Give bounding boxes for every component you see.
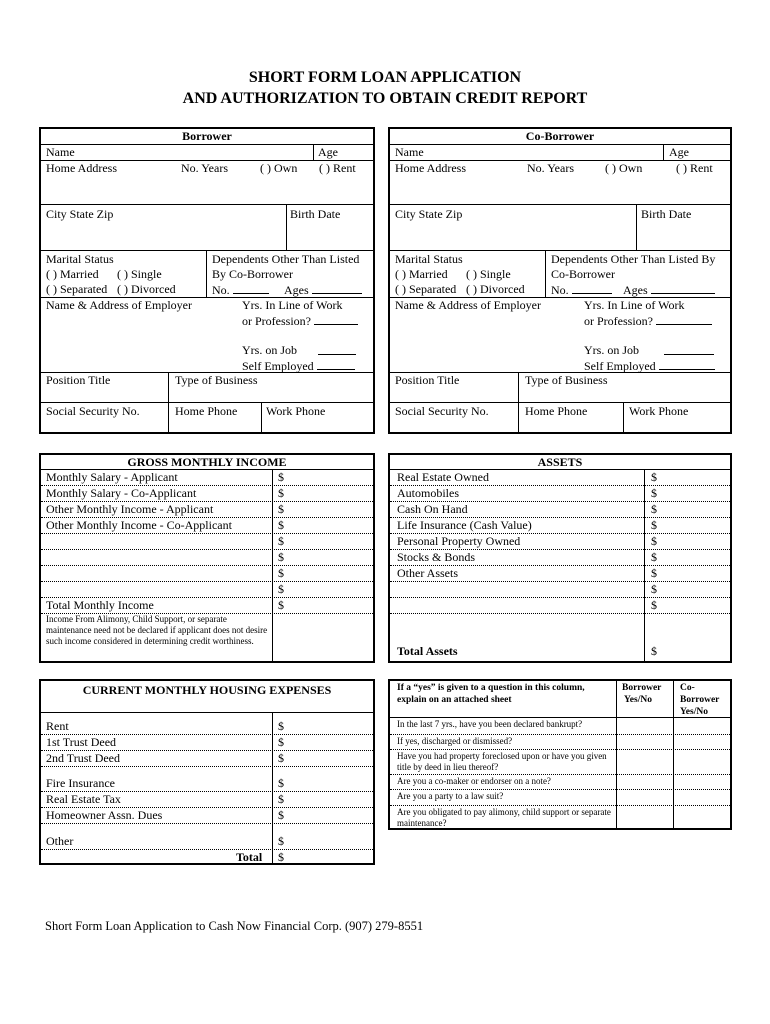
income-row-label: Monthly Salary - Co-Applicant	[46, 486, 197, 500]
borrower-yesno-answer[interactable]	[618, 790, 671, 804]
housing-row-value[interactable]: $	[278, 719, 284, 733]
housing-row-label: 2nd Trust Deed	[46, 751, 121, 765]
borrower-profession-field[interactable]	[314, 313, 358, 325]
borrower-separated-checkbox[interactable]: ( ) Separated	[46, 282, 108, 296]
coborrower-dependents-no-field[interactable]	[572, 282, 612, 294]
coborrower-city-state-zip-label: City State Zip	[395, 207, 463, 221]
borrower-heading: Borrower	[182, 129, 232, 143]
asset-row-value[interactable]: $	[651, 486, 657, 500]
coborrower-dependents-label-2: Co-Borrower	[551, 267, 615, 281]
question-text: Have you had property foreclosed upon or have you given title by deed in lieu thereof?	[397, 751, 607, 772]
coborrower-self-employed-label: Self Employed	[584, 359, 656, 373]
housing-row-value[interactable]: $	[278, 834, 284, 848]
income-row-value[interactable]: $	[278, 582, 284, 596]
coborrower-no-years-label: No. Years	[527, 161, 575, 175]
borrower-dependents-ages-label: Ages	[284, 283, 309, 297]
asset-row-label: Automobiles	[397, 486, 459, 500]
income-row-blank-label[interactable]	[46, 582, 266, 596]
asset-row-value[interactable]: $	[651, 582, 657, 596]
income-row-blank-label[interactable]	[46, 534, 266, 548]
housing-row-value[interactable]: $	[278, 751, 284, 765]
coborrower-yrs-line-work-label: Yrs. In Line of Work	[584, 298, 685, 312]
coborrower-married-checkbox[interactable]: ( ) Married	[395, 267, 448, 281]
borrower-yrs-line-work-label: Yrs. In Line of Work	[242, 298, 343, 312]
income-row-value[interactable]: $	[278, 550, 284, 564]
borrower-dependents-label: Dependents Other Than Listed	[212, 252, 360, 266]
income-row-label: Other Monthly Income - Applicant	[46, 502, 214, 516]
income-row-blank-label[interactable]	[46, 550, 266, 564]
borrower-yesno-answer[interactable]	[618, 750, 671, 773]
income-row-label: Other Monthly Income - Co-Applicant	[46, 518, 232, 532]
total-assets-label: Total Assets	[397, 644, 458, 658]
borrower-yesno-heading: Borrower	[622, 683, 662, 693]
coborrower-yesno-heading: Co-	[680, 683, 695, 693]
coborrower-yesno-answer[interactable]	[675, 790, 728, 804]
borrower-yesno-heading-2: Yes/No	[624, 695, 652, 705]
borrower-dependents-no-field[interactable]	[233, 282, 269, 294]
coborrower-yesno-answer[interactable]	[675, 735, 728, 748]
income-row-value[interactable]: $	[278, 518, 284, 532]
borrower-rent-checkbox[interactable]: ( ) Rent	[319, 161, 356, 175]
borrower-single-checkbox[interactable]: ( ) Single	[117, 267, 162, 281]
income-heading: GROSS MONTHLY INCOME	[127, 455, 287, 469]
asset-row-label: Life Insurance (Cash Value)	[397, 518, 532, 532]
coborrower-dependents-ages-field[interactable]	[651, 282, 715, 294]
housing-total-label: Total	[236, 850, 263, 864]
income-row-label: Monthly Salary - Applicant	[46, 470, 178, 484]
asset-row-divider	[390, 613, 730, 614]
income-row-label: Total Monthly Income	[46, 598, 154, 612]
total-assets-value[interactable]: $	[651, 644, 657, 658]
coborrower-yesno-heading-3: Yes/No	[680, 707, 708, 717]
coborrower-home-address-label: Home Address	[395, 161, 466, 175]
assets-heading: ASSETS	[537, 455, 583, 469]
income-row-value[interactable]: $	[278, 486, 284, 500]
borrower-profession-label: or Profession?	[242, 314, 311, 328]
coborrower-yesno-answer[interactable]	[675, 750, 728, 773]
housing-row-value[interactable]: $	[278, 808, 284, 822]
coborrower-type-of-business-label: Type of Business	[525, 373, 608, 387]
housing-row-value[interactable]: $	[278, 776, 284, 790]
borrower-birth-date-label: Birth Date	[290, 207, 341, 221]
housing-row-divider	[41, 823, 373, 824]
borrower-age-label: Age	[318, 145, 338, 159]
income-note: Income From Alimony, Child Support, or separate maintenance need not be declared if applicant does not desire such income considered in determining credit worthiness.	[46, 614, 268, 646]
coborrower-name-label: Name	[395, 145, 424, 159]
income-row-value[interactable]: $	[278, 566, 284, 580]
borrower-yesno-answer[interactable]	[618, 735, 671, 748]
asset-row-value[interactable]: $	[651, 518, 657, 532]
housing-row-label: Homeowner Assn. Dues	[46, 808, 163, 822]
borrower-yesno-answer[interactable]	[618, 718, 671, 733]
borrower-home-phone-label: Home Phone	[175, 404, 238, 418]
asset-row-blank-label[interactable]	[397, 582, 637, 596]
asset-row-label: Personal Property Owned	[397, 534, 521, 548]
coborrower-position-title-label: Position Title	[395, 373, 460, 387]
borrower-own-checkbox[interactable]: ( ) Own	[260, 161, 298, 175]
housing-section	[39, 679, 375, 865]
asset-row-value[interactable]: $	[651, 598, 657, 612]
question-text: Are you a co-maker or endorser on a note?	[397, 776, 551, 786]
income-row-value[interactable]: $	[278, 470, 284, 484]
housing-row-divider	[41, 849, 373, 850]
housing-total-value[interactable]: $	[278, 850, 284, 864]
borrower-no-years-label: No. Years	[181, 161, 229, 175]
coborrower-yesno-answer[interactable]	[675, 806, 728, 827]
borrower-self-employed-field[interactable]	[317, 358, 355, 370]
asset-row-value[interactable]: $	[651, 470, 657, 484]
questions-heading: If a “yes” is given to a question in this column,	[397, 683, 585, 693]
income-row-blank-label[interactable]	[46, 566, 266, 580]
coborrower-employer-label: Name & Address of Employer	[395, 298, 541, 312]
borrower-home-address-label: Home Address	[46, 161, 117, 175]
borrower-divorced-checkbox[interactable]: ( ) Divorced	[117, 282, 176, 296]
income-row-value[interactable]: $	[278, 502, 284, 516]
form-title-line1: SHORT FORM LOAN APPLICATION	[248, 69, 522, 86]
borrower-ssn-label: Social Security No.	[46, 404, 140, 418]
income-row-value[interactable]: $	[278, 534, 284, 548]
footer-text: Short Form Loan Application to Cash Now Financial Corp. (907) 279-8551	[45, 919, 424, 933]
coborrower-age-label: Age	[669, 145, 689, 159]
coborrower-single-checkbox[interactable]: ( ) Single	[466, 267, 511, 281]
income-row-value[interactable]: $	[278, 598, 284, 612]
coborrower-own-checkbox[interactable]: ( ) Own	[605, 161, 643, 175]
asset-row-label: Other Assets	[397, 566, 458, 580]
housing-row-label: 1st Trust Deed	[46, 735, 117, 749]
asset-row-value[interactable]: $	[651, 566, 657, 580]
housing-heading: CURRENT MONTHLY HOUSING EXPENSES	[82, 683, 332, 697]
borrower-dependents-no-label: No.	[212, 283, 230, 297]
coborrower-self-employed-field[interactable]	[659, 358, 715, 370]
asset-row-value[interactable]: $	[651, 502, 657, 516]
housing-row-value[interactable]: $	[278, 792, 284, 806]
form-title-line2: AND AUTHORIZATION TO OBTAIN CREDIT REPORT	[182, 90, 588, 107]
housing-row-label: Rent	[46, 719, 69, 733]
asset-row-value[interactable]: $	[651, 550, 657, 564]
housing-row-label: Real Estate Tax	[46, 792, 121, 806]
borrower-name-label: Name	[46, 145, 75, 159]
question-text: If yes, discharged or dismissed?	[397, 736, 513, 746]
coborrower-birth-date-label: Birth Date	[641, 207, 692, 221]
coborrower-rent-checkbox[interactable]: ( ) Rent	[676, 161, 713, 175]
coborrower-separated-checkbox[interactable]: ( ) Separated	[395, 282, 457, 296]
borrower-work-phone-label: Work Phone	[266, 404, 326, 418]
borrower-type-of-business-label: Type of Business	[175, 373, 258, 387]
question-text: Are you a party to a law suit?	[397, 791, 504, 801]
coborrower-yesno-heading-2: Borrower	[680, 695, 720, 705]
housing-row-label: Other	[46, 834, 74, 848]
coborrower-yrs-on-job-field[interactable]	[664, 343, 714, 355]
coborrower-dependents-ages-label: Ages	[623, 283, 648, 297]
coborrower-dependents-no-label: No.	[551, 283, 569, 297]
coborrower-yrs-on-job-label: Yrs. on Job	[584, 343, 640, 357]
borrower-dependents-ages-field[interactable]	[312, 282, 362, 294]
coborrower-yesno-answer[interactable]	[675, 718, 728, 733]
coborrower-yesno-answer[interactable]	[675, 775, 728, 788]
coborrower-profession-field[interactable]	[656, 313, 712, 325]
borrower-yrs-on-job-label: Yrs. on Job	[242, 343, 298, 357]
coborrower-profession-label: or Profession?	[584, 314, 653, 328]
housing-row-label: Fire Insurance	[46, 776, 115, 790]
asset-row-label: Real Estate Owned	[397, 470, 489, 484]
asset-row-blank-label[interactable]	[397, 598, 637, 612]
coborrower-work-phone-label: Work Phone	[629, 404, 689, 418]
coborrower-ssn-label: Social Security No.	[395, 404, 489, 418]
borrower-yesno-answer[interactable]	[618, 775, 671, 788]
borrower-yesno-answer[interactable]	[618, 806, 671, 827]
asset-row-label: Stocks & Bonds	[397, 550, 476, 564]
question-text: In the last 7 yrs., have you been declared bankrupt?	[397, 719, 583, 729]
borrower-employer-label: Name & Address of Employer	[46, 298, 192, 312]
housing-row-value[interactable]: $	[278, 735, 284, 749]
coborrower-dependents-label: Dependents Other Than Listed By	[551, 252, 716, 266]
borrower-married-checkbox[interactable]: ( ) Married	[46, 267, 99, 281]
asset-row-label: Cash On Hand	[397, 502, 468, 516]
question-text: Are you obligated to pay alimony, child support or separate maintenance?	[397, 807, 611, 828]
borrower-marital-status-label: Marital Status	[46, 252, 114, 266]
asset-row-value[interactable]: $	[651, 534, 657, 548]
borrower-self-employed-label: Self Employed	[242, 359, 314, 373]
borrower-position-title-label: Position Title	[46, 373, 111, 387]
coborrower-home-phone-label: Home Phone	[525, 404, 588, 418]
questions-heading-2: explain on an attached sheet	[397, 695, 512, 705]
borrower-dependents-label-2: By Co-Borrower	[212, 267, 293, 281]
borrower-city-state-zip-label: City State Zip	[46, 207, 114, 221]
coborrower-heading: Co-Borrower	[525, 129, 595, 143]
housing-row-divider	[41, 766, 373, 767]
coborrower-marital-status-label: Marital Status	[395, 252, 463, 266]
borrower-yrs-on-job-field[interactable]	[318, 343, 356, 355]
coborrower-divorced-checkbox[interactable]: ( ) Divorced	[466, 282, 525, 296]
